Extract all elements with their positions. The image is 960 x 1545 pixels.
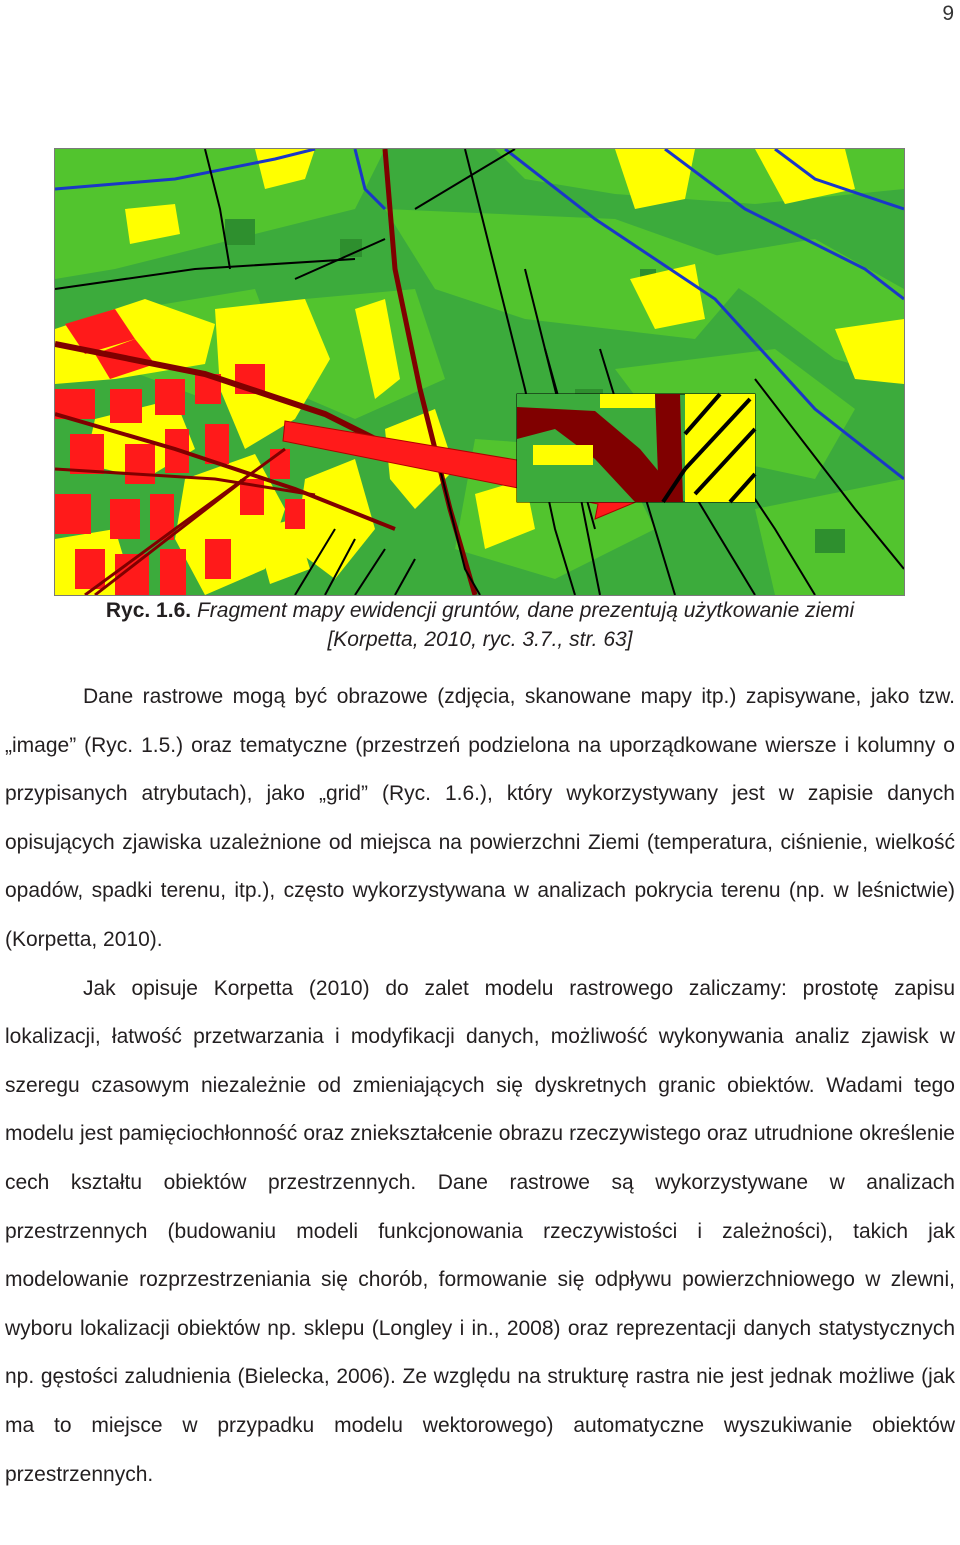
land-use-raster-map [54, 148, 905, 596]
page-number: 9 [942, 2, 954, 25]
caption-text: Fragment mapy ewidencji gruntów, dane prezentują użytkowanie ziemi [196, 599, 855, 622]
raster-map-image [55, 149, 904, 595]
paragraph-raster-pros-cons: Jak opisuje Korpetta (2010) do zalet modelu rastrowego zaliczamy: prostotę zapisu lokalizacji, łatwość przetwarzania i modyfikacji danych, możliwość wykonywania analiz zjawisk w szeregu czasowym niezależnie od zmieniających się dyskretnych granic obiektów. Wadami tego modelu jest pamięciochłonność oraz zniekształcenie obrazu rzeczywistego oraz utrudnione określenie cech kształtu obiektów przestrzennych. Dane rastrowe są wykorzystywane w analizach przestrzennych (budowaniu modeli funkcjonowania rzeczywistości i zależności), takich jak modelowanie rozprzestrzeniania się chorób, formowanie się odpływu powierzchniowego w zlewni, wyboru lokalizacji obiektów np. sklepu (Longley i in., 2008) oraz reprezentacji danych statystycznych np. gęstości zaludnienia (Bielecka, 2006). Ze względu na strukturę rastra nie jest jednak możliwe (jak ma to miejsce w przypadku modelu wektorowego) automatyczne wyszukiwanie obiektów przestrzennych. [5, 976, 955, 1486]
raster-inset [517, 394, 755, 502]
caption-label: Ryc. 1.6. [105, 599, 192, 622]
body-text [5, 673, 955, 1499]
caption-source: [Korpetta, 2010, ryc. 3.7., str. 63] [327, 628, 633, 651]
figure-caption [0, 596, 960, 654]
paragraph-raster-types: Dane rastrowe mogą być obrazowe (zdjęcia, skanowane mapy itp.) zapisywane, jako tzw. „image” (Ryc. 1.5.) oraz tematyczne (przestrzeń podzielona na uporządkowane wiersze i kolumny o przypisanych atrybutach), jako „grid” (Ryc. 1.6.), który wykorzystywany jest w zapisie danych opisujących zjawiska uzależnione od miejsca na powierzchni Ziemi (temperatura, ciśnienie, wielkość opadów, spadki terenu, itp.), często wykorzystywana w analizach pokrycia terenu (np. w leśnictwie) (Korpetta, 2010). [5, 685, 955, 951]
